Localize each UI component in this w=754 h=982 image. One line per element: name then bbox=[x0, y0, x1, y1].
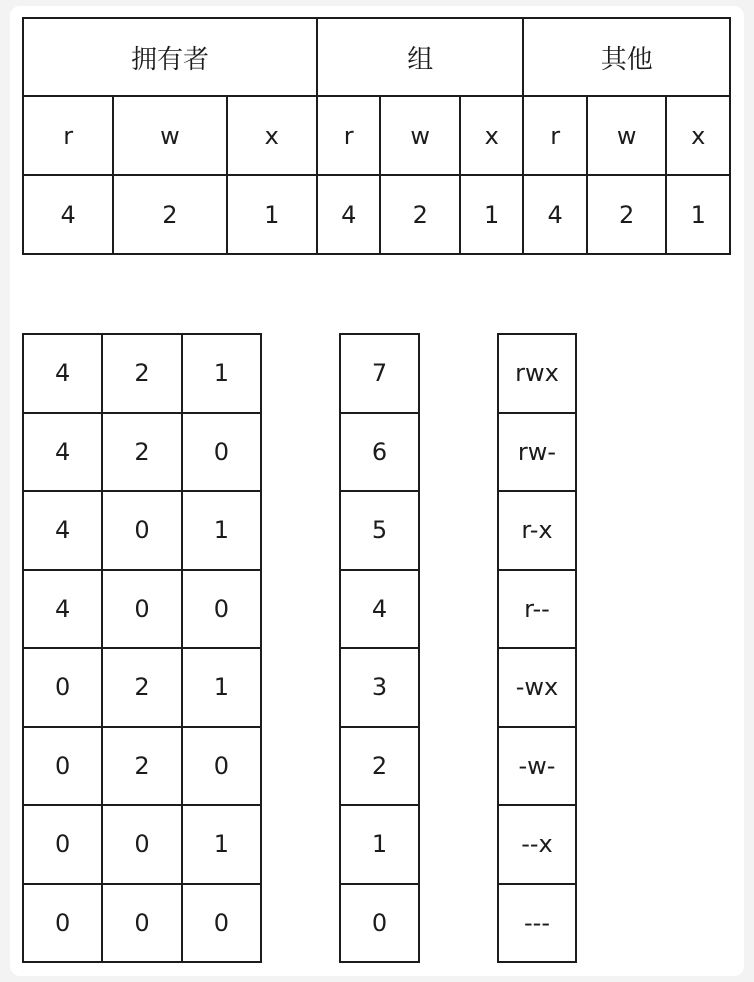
bit-cell: 0 bbox=[102, 570, 181, 649]
bit-cell: 2 bbox=[102, 727, 181, 806]
octal-row bbox=[340, 805, 419, 884]
bit-row bbox=[23, 413, 261, 492]
octal-cell: 3 bbox=[340, 648, 419, 727]
symbolic-cell: --x bbox=[498, 805, 576, 884]
symbolic-row bbox=[498, 413, 576, 492]
symbolic-cell: r-- bbox=[498, 570, 576, 649]
octal-row bbox=[340, 648, 419, 727]
group-other: 其他 bbox=[523, 18, 730, 96]
bit-cell: 0 bbox=[102, 491, 181, 570]
symbolic-row bbox=[498, 334, 576, 413]
bit-cell: 2 bbox=[102, 648, 181, 727]
octal-cell: 0 bbox=[340, 884, 419, 963]
octal-cell: 5 bbox=[340, 491, 419, 570]
octal-cell: 1 bbox=[340, 805, 419, 884]
bit-cell: 0 bbox=[182, 413, 261, 492]
bit-cell: 4 bbox=[23, 413, 102, 492]
bit-row bbox=[23, 805, 261, 884]
bit-cell: 0 bbox=[23, 805, 102, 884]
octal-row bbox=[340, 491, 419, 570]
bit-cell: 4 bbox=[23, 570, 102, 649]
octal-row bbox=[340, 570, 419, 649]
bit-cell: 4 bbox=[23, 491, 102, 570]
bit-cell: 1 bbox=[182, 334, 261, 413]
bit-cell: 0 bbox=[182, 884, 261, 963]
octal-values-table bbox=[339, 333, 420, 963]
bit-values-table bbox=[22, 333, 262, 963]
octal-cell: 2 bbox=[340, 727, 419, 806]
symbolic-cell: -wx bbox=[498, 648, 576, 727]
perm-letter: w bbox=[380, 96, 460, 175]
perm-weight: 1 bbox=[666, 175, 730, 254]
bit-row bbox=[23, 884, 261, 963]
bit-cell: 0 bbox=[23, 884, 102, 963]
perm-letter: w bbox=[113, 96, 226, 175]
symbolic-cell: r-x bbox=[498, 491, 576, 570]
octal-row bbox=[340, 334, 419, 413]
group-group: 组 bbox=[317, 18, 523, 96]
bit-cell: 1 bbox=[182, 491, 261, 570]
symbolic-row bbox=[498, 570, 576, 649]
octal-cell: 7 bbox=[340, 334, 419, 413]
bit-cell: 0 bbox=[102, 805, 181, 884]
octal-cell: 4 bbox=[340, 570, 419, 649]
group-row bbox=[23, 18, 730, 96]
bit-cell: 2 bbox=[102, 334, 181, 413]
bit-cell: 1 bbox=[182, 648, 261, 727]
perm-letter: x bbox=[460, 96, 523, 175]
symbolic-cell: --- bbox=[498, 884, 576, 963]
perm-weight: 2 bbox=[587, 175, 667, 254]
bit-cell: 0 bbox=[102, 884, 181, 963]
symbolic-values-table bbox=[497, 333, 577, 963]
octal-row bbox=[340, 884, 419, 963]
perm-weight: 4 bbox=[317, 175, 380, 254]
symbolic-row bbox=[498, 491, 576, 570]
perm-weight: 2 bbox=[380, 175, 460, 254]
bit-cell: 0 bbox=[182, 727, 261, 806]
symbolic-row bbox=[498, 648, 576, 727]
bit-row bbox=[23, 648, 261, 727]
group-owner: 拥有者 bbox=[23, 18, 317, 96]
octal-cell: 6 bbox=[340, 413, 419, 492]
symbolic-row bbox=[498, 727, 576, 806]
bit-row bbox=[23, 727, 261, 806]
perm-weight: 1 bbox=[227, 175, 317, 254]
perm-letter: w bbox=[587, 96, 667, 175]
perm-letter: r bbox=[317, 96, 380, 175]
symbolic-row bbox=[498, 884, 576, 963]
permission-header-table bbox=[22, 17, 731, 255]
perm-letter: r bbox=[23, 96, 113, 175]
octal-row bbox=[340, 727, 419, 806]
weight-row bbox=[23, 175, 730, 254]
bit-cell: 0 bbox=[23, 727, 102, 806]
bit-cell: 0 bbox=[23, 648, 102, 727]
perm-letter: r bbox=[523, 96, 586, 175]
octal-row bbox=[340, 413, 419, 492]
bit-cell: 1 bbox=[182, 805, 261, 884]
perm-letter: x bbox=[666, 96, 730, 175]
bit-row bbox=[23, 491, 261, 570]
symbolic-row bbox=[498, 805, 576, 884]
symbolic-cell: rw- bbox=[498, 413, 576, 492]
perm-letter: x bbox=[227, 96, 317, 175]
perm-weight: 2 bbox=[113, 175, 226, 254]
bit-row bbox=[23, 334, 261, 413]
perm-weight: 4 bbox=[23, 175, 113, 254]
perm-weight: 1 bbox=[460, 175, 523, 254]
perm-letter-row bbox=[23, 96, 730, 175]
perm-weight: 4 bbox=[523, 175, 586, 254]
bit-cell: 2 bbox=[102, 413, 181, 492]
bit-row bbox=[23, 570, 261, 649]
bit-cell: 4 bbox=[23, 334, 102, 413]
symbolic-cell: rwx bbox=[498, 334, 576, 413]
bit-cell: 0 bbox=[182, 570, 261, 649]
symbolic-cell: -w- bbox=[498, 727, 576, 806]
